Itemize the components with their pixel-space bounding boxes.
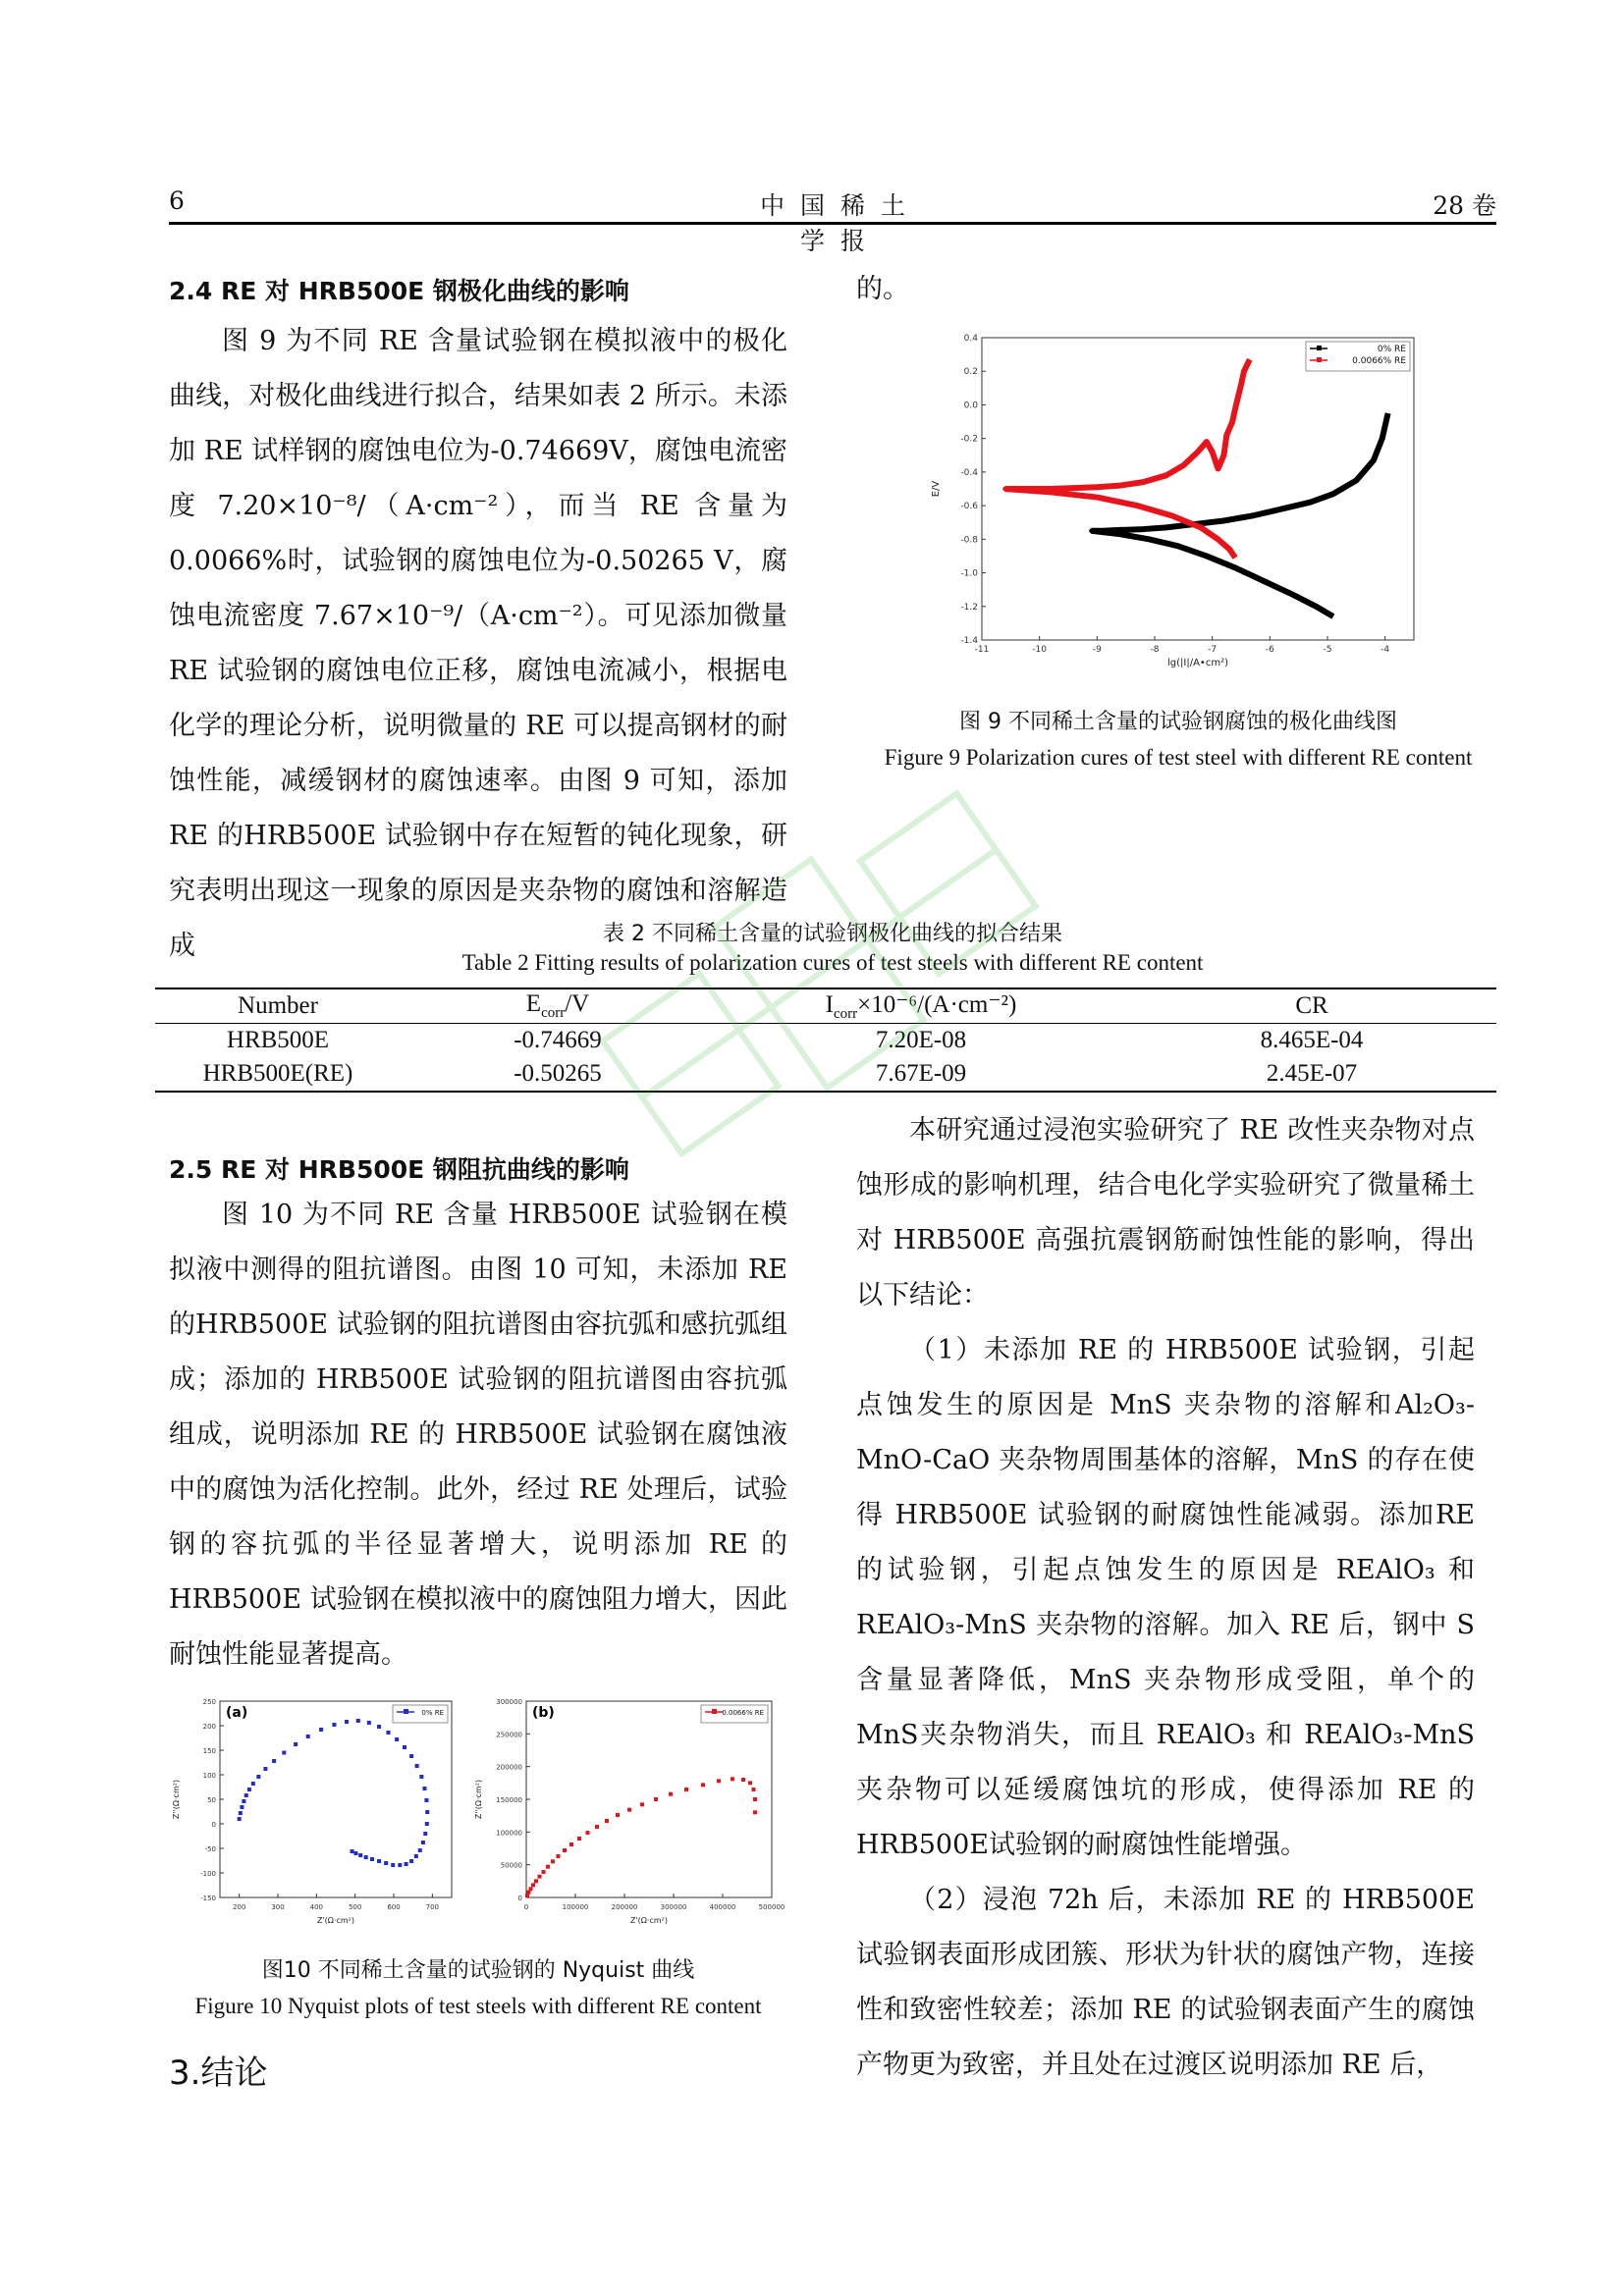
data-point (425, 1810, 429, 1814)
section-2-4-paragraph: 图 9 为不同 RE 含量试验钢在模拟液中的极化曲线，对极化曲线进行拟合，结果如表 2 所示。未添加 RE 试样钢的腐蚀电位为-0.74669V，腐蚀电流密度 7.20×10⁻⁸/（A·cm⁻²），而当 RE 含量为 0.0066%时，试验钢的腐蚀电位为-0.50265 V，腐蚀电流密度 7.67×10⁻⁹/（A·cm⁻²）。可见添加微量 RE 试验钢的腐蚀电位正移，腐蚀电流减小，根据电化学的理论分析，说明微量的 RE 可以提高钢材的耐蚀性能，减缓钢材的腐蚀速率。由图 9 可知，添加 RE 的HRB500E 试验钢中存在短暂的钝化现象，研究表明出现这一现象的原因是夹杂物的腐蚀和溶解造成 (169, 326, 787, 961)
y-tick-label: -50 (204, 1845, 216, 1853)
panel-label: (a) (226, 1705, 248, 1721)
y-tick-label: 0.4 (963, 334, 978, 344)
x-tick-label: 0 (523, 1903, 529, 1911)
x-tick-label: 200 (232, 1903, 246, 1911)
y-axis-label: Z''(Ω·cm²) (474, 1779, 483, 1820)
cell-number: HRB500E (226, 1027, 330, 1053)
data-point (595, 1825, 599, 1829)
x-axis-label: lg(|I|/A•cm²) (1167, 658, 1228, 668)
cell-cr: 8.465E-04 (1260, 1027, 1364, 1053)
data-point (531, 1883, 535, 1887)
data-point (425, 1822, 429, 1826)
y-tick-label: -0.6 (960, 502, 978, 512)
legend-label: 0.0066% RE (722, 1709, 764, 1717)
data-point (753, 1797, 757, 1801)
y-tick-label: 0 (211, 1821, 216, 1829)
data-point (627, 1808, 631, 1812)
data-point (1002, 487, 1006, 491)
data-point (1147, 537, 1151, 541)
data-point (741, 1778, 745, 1782)
data-point (263, 1767, 267, 1771)
data-point (409, 1754, 413, 1758)
data-point (391, 1863, 395, 1867)
data-point (386, 1731, 390, 1735)
y-tick-label: -0.4 (960, 467, 978, 478)
y-tick-label: 0.2 (963, 367, 978, 378)
data-point (353, 1851, 357, 1855)
y-tick-label: 300000 (496, 1698, 522, 1706)
data-point (1095, 495, 1099, 499)
cell-icorr: 7.67E-09 (875, 1060, 967, 1087)
data-point (409, 1859, 413, 1863)
section-2-4-title: 2.4 RE 对 HRB500E 钢极化曲线的影响 (169, 277, 629, 305)
figure-10-caption-cn: 图10 不同稀土含量的试验钢的 Nyquist 曲线 (261, 1958, 695, 1983)
data-point (419, 1775, 423, 1779)
data-point (534, 1879, 538, 1883)
data-point (1135, 504, 1139, 507)
data-point (395, 1737, 399, 1741)
cell-cr: 2.45E-07 (1266, 1060, 1358, 1087)
data-point (551, 1859, 555, 1863)
legend-label: 0% RE (421, 1709, 444, 1717)
x-tick-label: -8 (1150, 645, 1160, 655)
data-point (418, 1848, 422, 1852)
figure-10a-chart (169, 1693, 463, 1939)
legend-marker (404, 1709, 408, 1714)
y-tick-label: 150000 (496, 1796, 522, 1804)
data-point (415, 1764, 419, 1768)
header-rule (169, 222, 1496, 225)
y-tick-label: -150 (200, 1895, 216, 1902)
data-point (244, 1793, 248, 1797)
data-point (669, 1792, 673, 1796)
y-tick-label: 150 (202, 1747, 216, 1755)
data-point (332, 1723, 336, 1727)
data-point (717, 1779, 721, 1783)
data-point (1072, 486, 1076, 490)
y-tick-label: -0.2 (960, 434, 978, 445)
data-point (319, 1728, 323, 1732)
figure-9-caption-en: Figure 9 Polarization cures of test steel with different RE content (884, 745, 1473, 770)
y-tick-label: -1.4 (960, 636, 978, 646)
y-tick-label: 200 (202, 1723, 216, 1731)
data-point (1141, 527, 1145, 531)
data-point (616, 1813, 620, 1817)
section-2-5-paragraph: 图 10 为不同 RE 含量 HRB500E 试验钢在模拟液中测得的阻抗谱图。由图 10 可知，未添加 RE 的HRB500E 试验钢的阻抗谱图由容抗弧和感抗弧组成；添加的 HRB500E 试验钢的阻抗谱图由容抗弧组成，说明添加 RE 的 HRB500E 试验钢在腐蚀液中的腐蚀为活化控制。此外，经过 RE 处理后，试验钢的容抗弧的半径显著增大，说明添加 RE 的HRB500E 试验钢在模拟液中的腐蚀阻力增大，因此耐蚀性能显著提高。 (169, 1200, 787, 1670)
data-point (384, 1861, 388, 1865)
data-point (1118, 532, 1122, 536)
x-tick-label: 300000 (660, 1903, 687, 1911)
x-tick-label: -7 (1208, 645, 1218, 655)
data-point (1175, 544, 1179, 548)
journal-title: 中 国 稀 土 学 报 (760, 191, 909, 255)
data-point (577, 1837, 581, 1841)
data-point (345, 1720, 349, 1724)
data-point (251, 1782, 255, 1786)
data-point (403, 1745, 406, 1749)
x-tick-label: 400000 (709, 1903, 736, 1911)
data-point (351, 1849, 354, 1853)
data-point (242, 1799, 245, 1803)
data-point (640, 1802, 644, 1806)
x-tick-label: 100000 (562, 1903, 589, 1911)
y-axis-label: E/V (931, 480, 942, 498)
legend-marker (712, 1709, 717, 1714)
y-tick-label: 100000 (496, 1829, 522, 1838)
y-tick-label: -100 (200, 1870, 216, 1878)
figure-10-caption-en: Figure 10 Nyquist plots of test steels with different RE content (194, 1994, 762, 2018)
data-point (306, 1735, 310, 1738)
col-number: Number (238, 992, 318, 1019)
x-tick-label: 600 (387, 1903, 401, 1911)
data-point (414, 1854, 418, 1858)
conclusion-item-1: （1）未添加 RE 的 HRB500E 试验钢，引起点蚀发生的原因是 MnS 夹杂物的溶解和Al₂O₃-MnO-CaO 夹杂物周围基体的溶解，MnS 的存在使得 HRB500E 试验钢的耐腐蚀性能减弱。添加RE 的试验钢，引起点蚀发生的原因是 REAlO₃ 和REAlO₃-MnS 夹杂物的溶解。加入 RE 后，钢中 S 含量显著降低，MnS 夹杂物形成受阻，单个的 MnS夹杂物消失，而且 REAlO₃ 和 REAlO₃-MnS 夹杂物可以延缓腐蚀坑的形成，使得添加 RE 的 HRB500E试验钢的耐腐蚀性能增强。 (856, 1335, 1475, 1860)
data-point (538, 1875, 542, 1879)
data-point (364, 1855, 368, 1859)
data-point (752, 1788, 756, 1791)
x-tick-label: 700 (425, 1903, 440, 1911)
data-point (654, 1797, 658, 1801)
volume-label: 28 卷 (1433, 191, 1496, 220)
data-point (529, 1887, 533, 1891)
table-2 (155, 988, 1496, 1093)
data-point (701, 1783, 705, 1787)
data-point (1089, 529, 1093, 533)
data-point (240, 1805, 244, 1809)
plot-frame (526, 1701, 772, 1897)
table-row (155, 1024, 1496, 1058)
y-tick-label: -1.0 (960, 568, 978, 579)
data-point (377, 1859, 381, 1863)
data-point (605, 1819, 609, 1823)
y-tick-label: -1.2 (960, 602, 978, 613)
y-tick-label: 0 (517, 1895, 522, 1902)
data-point (546, 1865, 550, 1869)
data-point (247, 1788, 251, 1791)
legend-marker (1317, 357, 1322, 362)
data-point (731, 1777, 734, 1781)
legend-marker (1317, 346, 1322, 350)
col-icorr: $I_{corr}\times 10^{-6}/(A\cdot cm^{-2})$ (825, 991, 1017, 1022)
series-line-cathodic (1091, 531, 1332, 616)
x-tick-label: -9 (1092, 645, 1102, 655)
data-point (753, 1810, 757, 1814)
table-header-row (155, 988, 1496, 1024)
x-tick-label: 300 (271, 1903, 285, 1911)
section-2-5-title: 2.5 RE 对 HRB500E 钢阻抗曲线的影响 (169, 1155, 629, 1184)
y-tick-label: 50 (207, 1796, 216, 1804)
cell-ecorr: -0.74669 (514, 1027, 602, 1053)
table-2-caption-cn: 表 2 不同稀土含量的试验钢极化曲线的拟合结果 (603, 922, 1062, 946)
col-ecorr: $E_{corr}/V$ (525, 990, 590, 1021)
x-tick-label: -11 (974, 645, 990, 655)
figure-9-caption-cn: 图 9 不同稀土含量的试验钢腐蚀的极化曲线图 (959, 710, 1397, 734)
x-axis-label: Z'(Ω·cm²) (317, 1916, 354, 1925)
panel-label: (b) (532, 1705, 555, 1721)
cell-number: HRB500E(RE) (202, 1060, 353, 1087)
legend-label: 0.0066% RE (1352, 356, 1406, 366)
data-point (424, 1798, 428, 1802)
data-point (294, 1742, 298, 1746)
data-point (422, 1787, 426, 1790)
y-tick-label: 250000 (496, 1731, 522, 1739)
data-point (356, 1719, 360, 1723)
x-tick-label: -10 (1032, 645, 1048, 655)
data-point (421, 1841, 425, 1844)
x-tick-label: -4 (1380, 645, 1390, 655)
x-tick-label: 500000 (758, 1903, 785, 1911)
legend-label: 0% RE (1377, 345, 1406, 354)
y-tick-label: 200000 (496, 1763, 522, 1772)
conclusion-intro: 本研究通过浸泡实验研究了 RE 改性夹杂物对点蚀形成的影响机理，结合电化学实验研究了微量稀土对 HRB500E 高强抗震钢筋耐蚀性能的影响，得出以下结论： (856, 1115, 1475, 1310)
x-tick-label: 200000 (611, 1903, 638, 1911)
data-point (398, 1863, 402, 1867)
data-point (239, 1811, 243, 1815)
table-row (155, 1057, 1496, 1092)
x-tick-label: -5 (1323, 645, 1332, 655)
page-number: 6 (169, 187, 185, 215)
y-tick-label: 250 (202, 1698, 216, 1706)
y-tick-label: 100 (202, 1772, 216, 1780)
data-point (423, 1832, 427, 1836)
data-point (569, 1842, 573, 1846)
data-point (542, 1870, 546, 1874)
data-point (377, 1725, 381, 1729)
cell-icorr: 7.20E-08 (875, 1027, 967, 1053)
data-point (282, 1751, 286, 1755)
nyquist-plot-b (471, 1693, 785, 1939)
x-axis-label: Z'(Ω·cm²) (630, 1916, 668, 1925)
data-point (358, 1853, 362, 1857)
data-point (586, 1831, 590, 1835)
data-point (272, 1759, 276, 1763)
data-point (557, 1854, 561, 1858)
data-point (1049, 490, 1053, 494)
y-tick-label: 0.0 (963, 400, 978, 411)
data-point (367, 1721, 371, 1725)
y-tick-label: 50000 (500, 1861, 522, 1870)
nyquist-plot-a (169, 1693, 463, 1939)
series-line-anodic (1004, 359, 1249, 489)
table-2-caption-en: Table 2 Fitting results of polarization cures of test steels with different RE content (461, 950, 1204, 975)
data-point (563, 1848, 567, 1852)
y-axis-label: Z''(Ω·cm²) (172, 1779, 181, 1820)
data-point (238, 1817, 242, 1821)
plot-frame (220, 1701, 452, 1897)
series-line-anodic (1091, 413, 1387, 531)
data-point (684, 1788, 688, 1791)
data-point (370, 1857, 374, 1861)
x-tick-label: 400 (309, 1903, 324, 1911)
figure-10b-chart (471, 1693, 785, 1939)
cell-ecorr: -0.50265 (514, 1060, 602, 1087)
data-point (748, 1781, 752, 1785)
figure-9-chart (923, 324, 1434, 687)
section-3-title: 3.结论 (169, 2054, 268, 2093)
x-tick-label: -6 (1265, 645, 1274, 655)
polarization-curve-plot (923, 324, 1434, 687)
x-tick-label: 500 (348, 1903, 362, 1911)
col-cr: CR (1295, 992, 1328, 1019)
data-point (405, 1862, 408, 1866)
y-tick-label: -0.8 (960, 535, 978, 546)
section-2-4-paragraph-end: 的。 (856, 274, 909, 304)
conclusion-item-2: （2）浸泡 72h 后，未添加 RE 的 HRB500E 试验钢表面形成团簇、形状为针状的腐蚀产物，连接性和致密性较差；添加 RE 的试验钢表面产生的腐蚀产物更为致密，并且处在过渡区说明添加 RE 后， (856, 1885, 1475, 2080)
data-point (256, 1775, 260, 1779)
